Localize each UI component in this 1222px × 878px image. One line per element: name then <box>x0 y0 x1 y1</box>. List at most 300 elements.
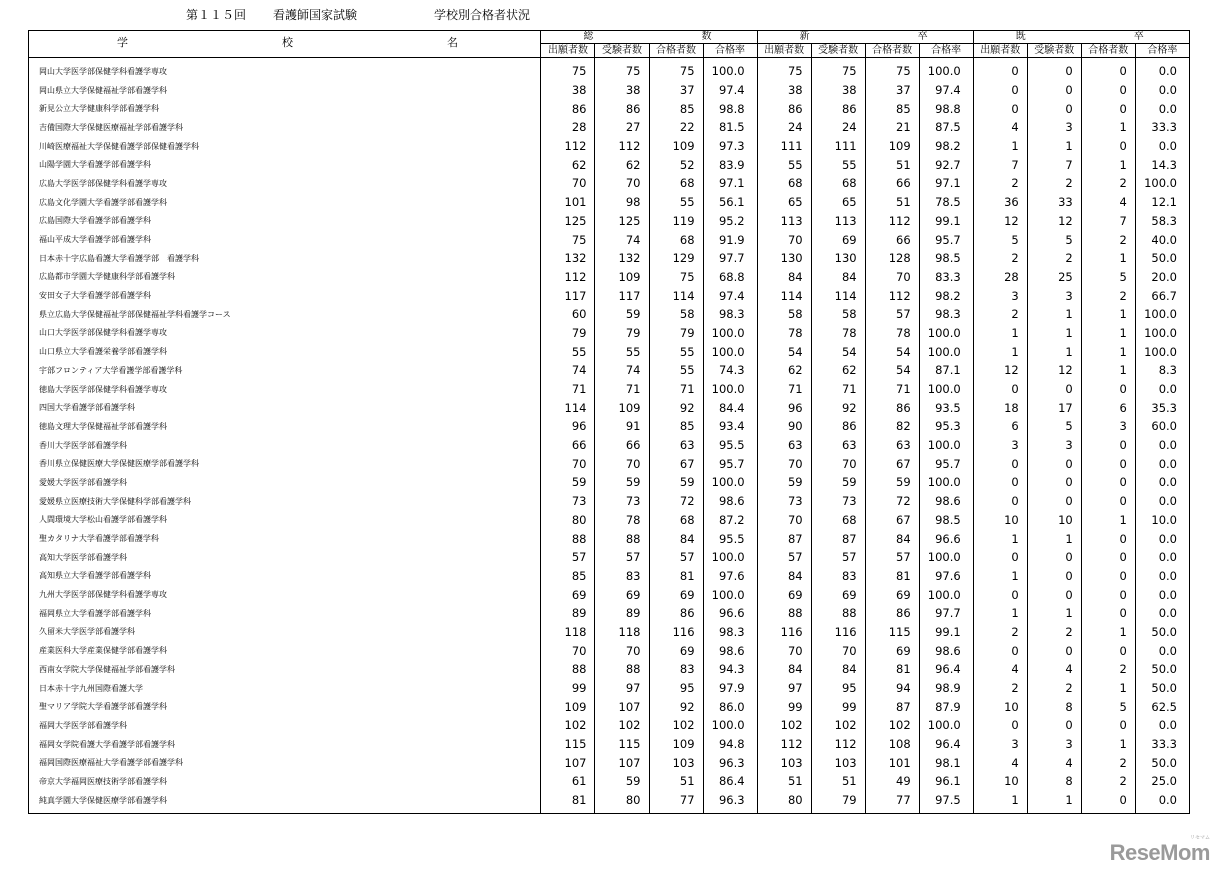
school-name-cell: 福岡国際医療福祉大学看護学部看護学科 <box>29 753 541 772</box>
count-cell: 6 <box>1081 398 1135 417</box>
table-row <box>29 398 1190 417</box>
count-cell: 89 <box>595 604 649 623</box>
pass-rate-cell: 74.3 <box>703 361 757 380</box>
pass-rate-cell: 96.1 <box>919 772 973 791</box>
pass-rate-cell: 98.6 <box>703 641 757 660</box>
pass-rate-cell: 33.3 <box>1135 735 1189 754</box>
pass-rate-cell: 97.7 <box>919 604 973 623</box>
count-cell: 55 <box>649 361 703 380</box>
count-cell: 75 <box>865 58 919 81</box>
count-cell: 1 <box>1027 791 1081 813</box>
count-cell: 1 <box>1081 118 1135 137</box>
count-cell: 63 <box>865 436 919 455</box>
count-cell: 107 <box>541 753 595 772</box>
pass-rate-cell: 97.1 <box>919 174 973 193</box>
count-cell: 57 <box>865 305 919 324</box>
count-cell: 3 <box>973 735 1027 754</box>
count-cell: 10 <box>1027 511 1081 530</box>
table-row <box>29 511 1190 530</box>
count-cell: 71 <box>595 380 649 399</box>
count-cell: 10 <box>973 772 1027 791</box>
count-cell: 86 <box>865 604 919 623</box>
count-cell: 28 <box>973 268 1027 287</box>
count-cell: 2 <box>1027 623 1081 642</box>
school-name-cell: 九州大学医学部保健学科看護学専攻 <box>29 585 541 604</box>
table-row <box>29 623 1190 642</box>
count-cell: 2 <box>1081 286 1135 305</box>
pass-rate-cell: 94.8 <box>703 735 757 754</box>
count-cell: 70 <box>811 641 865 660</box>
count-cell: 75 <box>595 58 649 81</box>
table-row <box>29 548 1190 567</box>
table-row <box>29 585 1190 604</box>
count-cell: 5 <box>1081 268 1135 287</box>
pass-rate-cell: 60.0 <box>1135 417 1189 436</box>
school-name-cell: 県立広島大学保健福祉学部保健福祉学科看護学コース <box>29 305 541 324</box>
pass-rate-cell: 20.0 <box>1135 268 1189 287</box>
col-passers: 合格者数 <box>649 44 703 58</box>
pass-rate-cell: 14.3 <box>1135 155 1189 174</box>
count-cell: 71 <box>865 380 919 399</box>
pass-rate-cell: 98.8 <box>919 99 973 118</box>
count-cell: 114 <box>541 398 595 417</box>
count-cell: 70 <box>595 454 649 473</box>
count-cell: 57 <box>649 548 703 567</box>
table-row <box>29 567 1190 586</box>
count-cell: 111 <box>811 137 865 156</box>
count-cell: 86 <box>649 604 703 623</box>
pass-rate-cell: 62.5 <box>1135 697 1189 716</box>
pass-rate-cell: 100.0 <box>703 548 757 567</box>
pass-rate-cell: 97.4 <box>919 81 973 100</box>
count-cell: 54 <box>757 342 811 361</box>
table-row <box>29 753 1190 772</box>
count-cell: 12 <box>1027 361 1081 380</box>
count-cell: 6 <box>973 417 1027 436</box>
pass-rate-cell: 95.2 <box>703 212 757 231</box>
count-cell: 74 <box>595 361 649 380</box>
count-cell: 4 <box>1027 753 1081 772</box>
count-cell: 84 <box>757 660 811 679</box>
pass-rate-cell: 95.5 <box>703 436 757 455</box>
count-cell: 80 <box>595 791 649 813</box>
pass-rate-cell: 97.6 <box>703 567 757 586</box>
school-name-cell: 広島都市学園大学健康科学部看護学科 <box>29 268 541 287</box>
count-cell: 0 <box>1081 604 1135 623</box>
group-header-char: 新 <box>799 31 810 42</box>
table-row <box>29 529 1190 548</box>
count-cell: 75 <box>649 58 703 81</box>
count-cell: 70 <box>541 641 595 660</box>
count-cell: 1 <box>1081 324 1135 343</box>
group-header-char: 総 <box>583 31 594 42</box>
count-cell: 82 <box>865 417 919 436</box>
pass-rate-cell: 98.3 <box>703 305 757 324</box>
count-cell: 0 <box>1027 81 1081 100</box>
count-cell: 3 <box>1081 417 1135 436</box>
count-cell: 0 <box>1081 716 1135 735</box>
count-cell: 70 <box>757 230 811 249</box>
count-cell: 55 <box>541 342 595 361</box>
count-cell: 37 <box>865 81 919 100</box>
pass-rate-cell: 0.0 <box>1135 473 1189 492</box>
pass-rate-cell: 100.0 <box>919 585 973 604</box>
count-cell: 71 <box>649 380 703 399</box>
table-row <box>29 454 1190 473</box>
count-cell: 61 <box>541 772 595 791</box>
count-cell: 0 <box>973 58 1027 81</box>
count-cell: 102 <box>811 716 865 735</box>
table-body <box>29 58 1190 814</box>
pass-rate-cell: 50.0 <box>1135 753 1189 772</box>
count-cell: 75 <box>541 58 595 81</box>
count-cell: 112 <box>811 735 865 754</box>
school-name-cell: 純真学園大学保健医療学部看護学科 <box>29 791 541 813</box>
count-cell: 2 <box>1081 772 1135 791</box>
pass-rate-cell: 83.9 <box>703 155 757 174</box>
count-cell: 57 <box>757 548 811 567</box>
school-name-cell: 高知大学医学部看護学科 <box>29 548 541 567</box>
count-cell: 69 <box>865 641 919 660</box>
pass-rate-cell: 92.7 <box>919 155 973 174</box>
count-cell: 69 <box>649 585 703 604</box>
count-cell: 102 <box>595 716 649 735</box>
count-cell: 115 <box>595 735 649 754</box>
school-name-cell: 香川県立保健医療大学保健医療学部看護学科 <box>29 454 541 473</box>
count-cell: 88 <box>595 660 649 679</box>
school-name-cell: 福岡女学院看護大学看護学部看護学科 <box>29 735 541 754</box>
count-cell: 77 <box>649 791 703 813</box>
pass-rate-cell: 0.0 <box>1135 58 1189 81</box>
pass-rate-cell: 98.6 <box>703 492 757 511</box>
count-cell: 97 <box>757 679 811 698</box>
count-cell: 0 <box>1027 99 1081 118</box>
pass-rate-cell: 0.0 <box>1135 99 1189 118</box>
count-cell: 68 <box>649 174 703 193</box>
count-cell: 112 <box>757 735 811 754</box>
school-name-cell: 山口県立大学看護栄養学部看護学科 <box>29 342 541 361</box>
count-cell: 0 <box>1081 380 1135 399</box>
count-cell: 83 <box>811 567 865 586</box>
pass-rate-cell: 98.3 <box>919 305 973 324</box>
count-cell: 86 <box>811 99 865 118</box>
count-cell: 0 <box>973 81 1027 100</box>
school-name-cell: 岡山大学医学部保健学科看護学専攻 <box>29 58 541 81</box>
count-cell: 4 <box>1027 660 1081 679</box>
pass-rate-cell: 81.5 <box>703 118 757 137</box>
pass-rate-cell: 96.4 <box>919 735 973 754</box>
table-row <box>29 99 1190 118</box>
pass-rate-cell: 93.5 <box>919 398 973 417</box>
count-cell: 117 <box>541 286 595 305</box>
pass-rate-cell: 10.0 <box>1135 511 1189 530</box>
pass-rate-cell: 50.0 <box>1135 679 1189 698</box>
count-cell: 63 <box>649 436 703 455</box>
count-cell: 88 <box>811 604 865 623</box>
count-cell: 51 <box>649 772 703 791</box>
pass-rate-cell: 94.3 <box>703 660 757 679</box>
header-char: 校 <box>282 36 293 49</box>
pass-rate-cell: 0.0 <box>1135 137 1189 156</box>
table-row <box>29 679 1190 698</box>
count-cell: 3 <box>1027 436 1081 455</box>
group-header-past-grad <box>973 31 1189 44</box>
count-cell: 112 <box>865 212 919 231</box>
count-cell: 0 <box>1081 454 1135 473</box>
count-cell: 0 <box>1027 567 1081 586</box>
school-name-cell: 山陽学園大学看護学部看護学科 <box>29 155 541 174</box>
count-cell: 116 <box>811 623 865 642</box>
count-cell: 0 <box>1027 585 1081 604</box>
school-name-cell: 香川大学医学部看護学科 <box>29 436 541 455</box>
count-cell: 58 <box>811 305 865 324</box>
count-cell: 0 <box>1027 473 1081 492</box>
count-cell: 109 <box>649 735 703 754</box>
count-cell: 114 <box>811 286 865 305</box>
pass-rate-cell: 100.0 <box>703 342 757 361</box>
school-name-cell: 日本赤十字九州国際看護大学 <box>29 679 541 698</box>
count-cell: 59 <box>865 473 919 492</box>
count-cell: 38 <box>595 81 649 100</box>
count-cell: 68 <box>757 174 811 193</box>
count-cell: 112 <box>541 268 595 287</box>
count-cell: 7 <box>973 155 1027 174</box>
count-cell: 88 <box>541 529 595 548</box>
count-cell: 1 <box>973 342 1027 361</box>
count-cell: 2 <box>1027 174 1081 193</box>
pass-rate-cell: 0.0 <box>1135 585 1189 604</box>
count-cell: 108 <box>865 735 919 754</box>
count-cell: 2 <box>973 249 1027 268</box>
count-cell: 1 <box>1081 305 1135 324</box>
count-cell: 84 <box>757 268 811 287</box>
group-header-char: 卒 <box>1133 31 1144 42</box>
count-cell: 70 <box>757 454 811 473</box>
count-cell: 69 <box>757 585 811 604</box>
count-cell: 51 <box>865 193 919 212</box>
count-cell: 12 <box>973 361 1027 380</box>
count-cell: 28 <box>541 118 595 137</box>
count-cell: 81 <box>649 567 703 586</box>
col-pass-rate: 合格率 <box>919 44 973 58</box>
table-row <box>29 118 1190 137</box>
count-cell: 0 <box>1081 137 1135 156</box>
count-cell: 72 <box>865 492 919 511</box>
count-cell: 78 <box>811 324 865 343</box>
school-name-cell: 西南女学院大学保健福祉学部看護学科 <box>29 660 541 679</box>
count-cell: 69 <box>595 585 649 604</box>
count-cell: 101 <box>541 193 595 212</box>
school-name-cell: 宇部フロンティア大学看護学部看護学科 <box>29 361 541 380</box>
pass-rate-cell: 66.7 <box>1135 286 1189 305</box>
count-cell: 115 <box>541 735 595 754</box>
count-cell: 66 <box>541 436 595 455</box>
exam-round: 第１１５回 <box>186 8 247 22</box>
count-cell: 0 <box>973 492 1027 511</box>
count-cell: 2 <box>1081 174 1135 193</box>
count-cell: 55 <box>811 155 865 174</box>
count-cell: 113 <box>757 212 811 231</box>
count-cell: 59 <box>541 473 595 492</box>
count-cell: 1 <box>973 791 1027 813</box>
header-char: 名 <box>447 36 458 49</box>
count-cell: 80 <box>541 511 595 530</box>
count-cell: 79 <box>541 324 595 343</box>
count-cell: 7 <box>1081 212 1135 231</box>
count-cell: 95 <box>811 679 865 698</box>
pass-rate-cell: 56.1 <box>703 193 757 212</box>
pass-rate-cell: 95.3 <box>919 417 973 436</box>
count-cell: 119 <box>649 212 703 231</box>
pass-rate-cell: 100.0 <box>703 473 757 492</box>
school-name-cell: 高知県立大学看護学部看護学科 <box>29 567 541 586</box>
count-cell: 58 <box>757 305 811 324</box>
school-name-cell: 福山平成大学看護学部看護学科 <box>29 230 541 249</box>
count-cell: 132 <box>541 249 595 268</box>
count-cell: 0 <box>1081 436 1135 455</box>
table-row <box>29 324 1190 343</box>
count-cell: 62 <box>811 361 865 380</box>
count-cell: 3 <box>1027 118 1081 137</box>
pass-rate-cell: 99.1 <box>919 623 973 642</box>
count-cell: 79 <box>649 324 703 343</box>
count-cell: 94 <box>865 679 919 698</box>
pass-rate-cell: 95.7 <box>919 230 973 249</box>
col-passers: 合格者数 <box>865 44 919 58</box>
count-cell: 89 <box>541 604 595 623</box>
count-cell: 114 <box>649 286 703 305</box>
count-cell: 37 <box>649 81 703 100</box>
count-cell: 90 <box>757 417 811 436</box>
count-cell: 1 <box>973 604 1027 623</box>
count-cell: 62 <box>595 155 649 174</box>
pass-rate-cell: 86.0 <box>703 697 757 716</box>
count-cell: 87 <box>757 529 811 548</box>
count-cell: 68 <box>649 230 703 249</box>
count-cell: 78 <box>595 511 649 530</box>
count-cell: 0 <box>1027 454 1081 473</box>
count-cell: 59 <box>595 473 649 492</box>
count-cell: 59 <box>595 305 649 324</box>
table-row <box>29 604 1190 623</box>
count-cell: 65 <box>811 193 865 212</box>
count-cell: 87 <box>865 697 919 716</box>
count-cell: 75 <box>649 268 703 287</box>
pass-rate-cell: 0.0 <box>1135 604 1189 623</box>
logo-small-text: リセマム <box>1190 835 1210 841</box>
col-examinees: 受験者数 <box>811 44 865 58</box>
count-cell: 112 <box>595 137 649 156</box>
count-cell: 3 <box>973 436 1027 455</box>
count-cell: 125 <box>541 212 595 231</box>
count-cell: 0 <box>973 454 1027 473</box>
pass-rate-cell: 96.6 <box>919 529 973 548</box>
count-cell: 59 <box>811 473 865 492</box>
count-cell: 111 <box>757 137 811 156</box>
pass-rate-cell: 0.0 <box>1135 716 1189 735</box>
count-cell: 4 <box>973 660 1027 679</box>
pass-rate-cell: 98.9 <box>919 679 973 698</box>
count-cell: 0 <box>1081 548 1135 567</box>
group-header-char: 卒 <box>917 31 928 42</box>
count-cell: 7 <box>1027 155 1081 174</box>
table-row <box>29 417 1190 436</box>
count-cell: 5 <box>1081 697 1135 716</box>
school-name-cell: 広島大学医学部保健学科看護学専攻 <box>29 174 541 193</box>
col-examinees: 受験者数 <box>595 44 649 58</box>
count-cell: 59 <box>649 473 703 492</box>
count-cell: 1 <box>973 567 1027 586</box>
table-row <box>29 286 1190 305</box>
count-cell: 113 <box>811 212 865 231</box>
school-name-cell: 久留米大学医学部看護学科 <box>29 623 541 642</box>
count-cell: 99 <box>541 679 595 698</box>
group-header-char: 数 <box>701 31 712 42</box>
group-header-new-grad <box>757 31 973 44</box>
pass-rate-cell: 35.3 <box>1135 398 1189 417</box>
school-name-cell: 吉備国際大学保健医療福祉学部看護学科 <box>29 118 541 137</box>
count-cell: 33 <box>1027 193 1081 212</box>
pass-rate-cell: 100.0 <box>919 716 973 735</box>
count-cell: 118 <box>541 623 595 642</box>
count-cell: 109 <box>595 398 649 417</box>
count-cell: 69 <box>865 585 919 604</box>
count-cell: 2 <box>973 623 1027 642</box>
count-cell: 24 <box>757 118 811 137</box>
table-row <box>29 492 1190 511</box>
table-row <box>29 58 1190 81</box>
pass-rate-cell: 8.3 <box>1135 361 1189 380</box>
count-cell: 0 <box>1027 641 1081 660</box>
count-cell: 69 <box>649 641 703 660</box>
pass-rate-cell: 100.0 <box>703 324 757 343</box>
count-cell: 60 <box>541 305 595 324</box>
count-cell: 22 <box>649 118 703 137</box>
pass-rate-cell: 86.4 <box>703 772 757 791</box>
count-cell: 103 <box>811 753 865 772</box>
count-cell: 84 <box>649 529 703 548</box>
count-cell: 84 <box>811 660 865 679</box>
count-cell: 101 <box>865 753 919 772</box>
col-applicants: 出願者数 <box>757 44 811 58</box>
pass-rate-cell: 0.0 <box>1135 791 1189 813</box>
count-cell: 2 <box>973 305 1027 324</box>
count-cell: 57 <box>595 548 649 567</box>
pass-rate-cell: 50.0 <box>1135 660 1189 679</box>
table-row <box>29 212 1190 231</box>
count-cell: 109 <box>541 697 595 716</box>
count-cell: 79 <box>811 791 865 813</box>
pass-rate-cell: 100.0 <box>919 342 973 361</box>
count-cell: 66 <box>865 230 919 249</box>
count-cell: 98 <box>595 193 649 212</box>
pass-rate-cell: 0.0 <box>1135 641 1189 660</box>
count-cell: 86 <box>811 417 865 436</box>
pass-rate-cell: 98.1 <box>919 753 973 772</box>
count-cell: 0 <box>1081 473 1135 492</box>
count-cell: 1 <box>1081 735 1135 754</box>
table-row <box>29 436 1190 455</box>
school-name-cell: 福岡県立大学看護学部看護学科 <box>29 604 541 623</box>
pass-rate-cell: 100.0 <box>919 548 973 567</box>
pass-rate-cell: 97.7 <box>703 249 757 268</box>
count-cell: 4 <box>973 753 1027 772</box>
pass-rate-cell: 98.3 <box>703 623 757 642</box>
pass-rate-cell: 100.0 <box>919 436 973 455</box>
pass-rate-cell: 87.2 <box>703 511 757 530</box>
count-cell: 62 <box>757 361 811 380</box>
count-cell: 1 <box>973 529 1027 548</box>
